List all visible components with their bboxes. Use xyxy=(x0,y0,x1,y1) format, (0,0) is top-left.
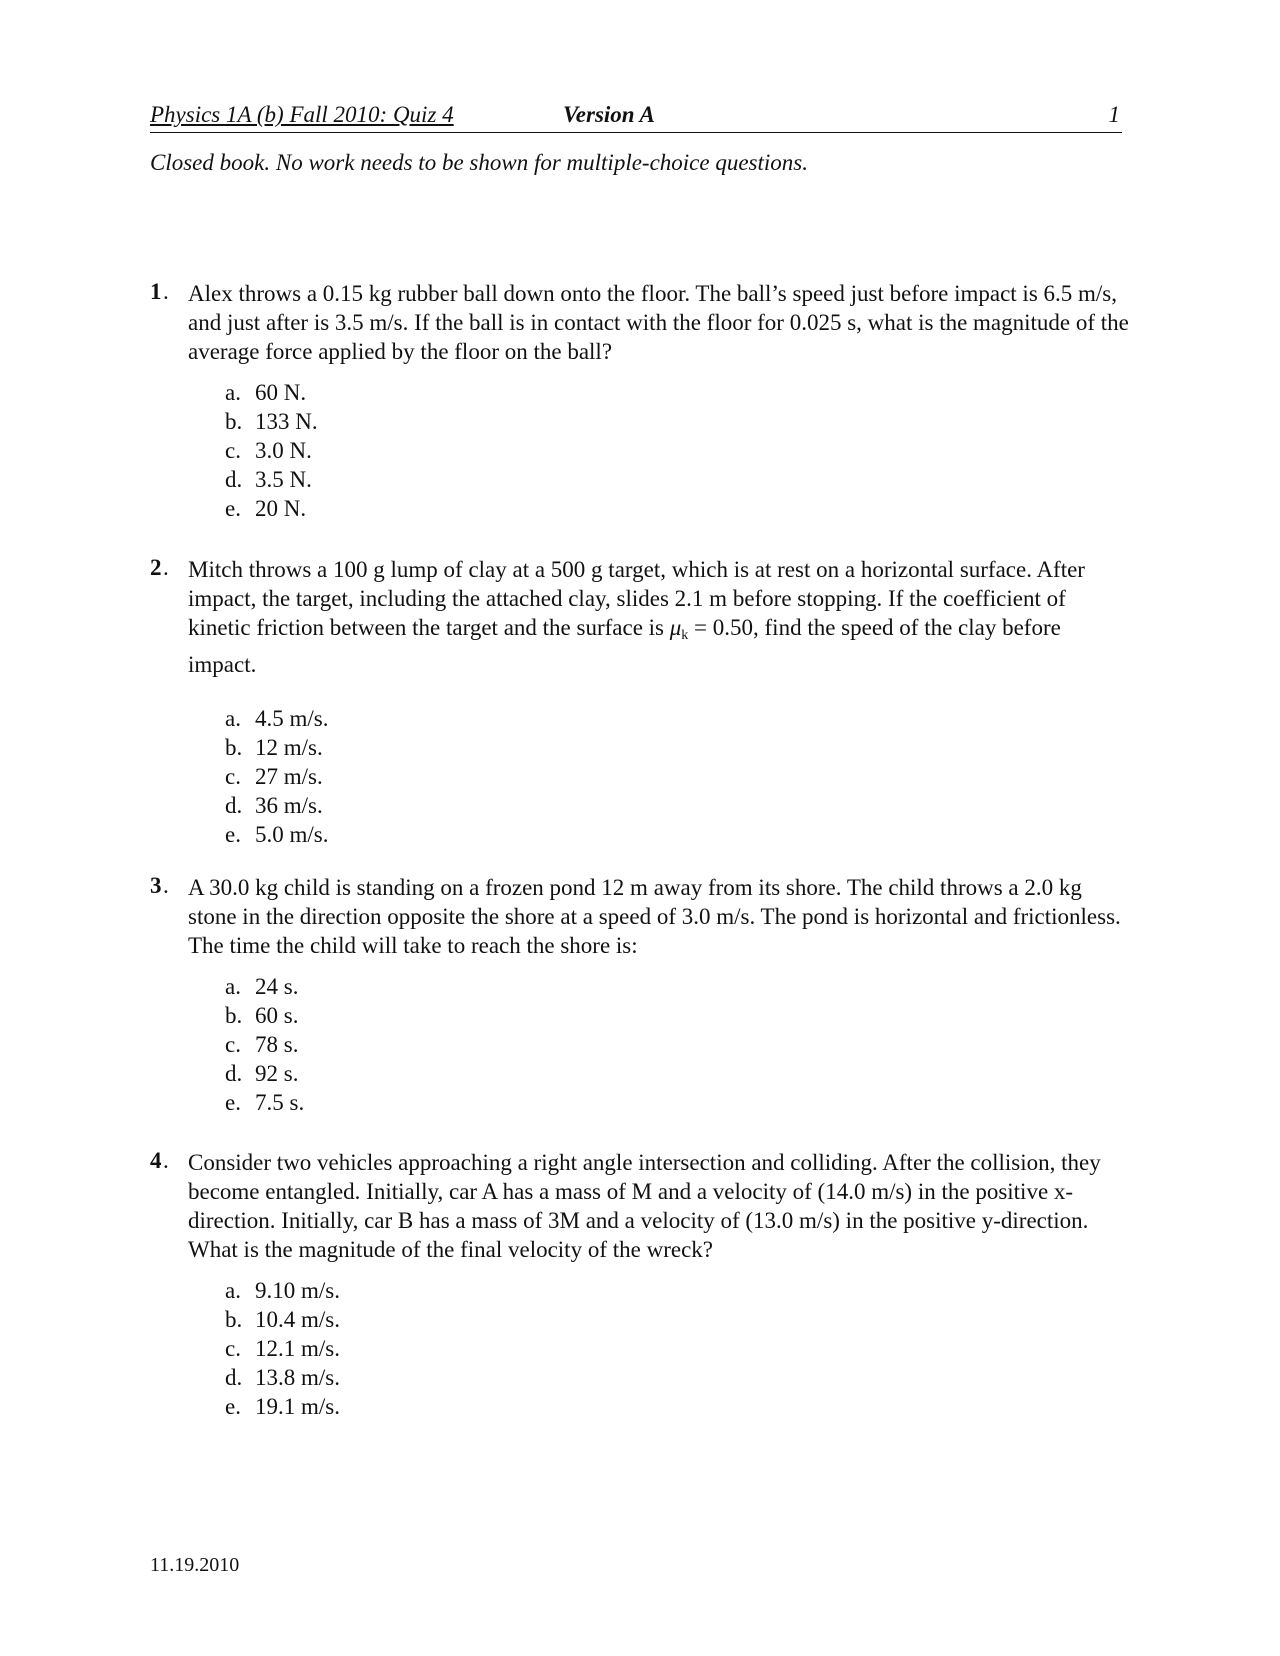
question-text-part: = 0.50, find the speed of the clay before impact. xyxy=(188,615,1061,677)
option-text: 60 s. xyxy=(255,1003,299,1028)
option-letter: b. xyxy=(225,1307,243,1332)
answer-option-a[interactable] xyxy=(225,378,1130,407)
question-number: 2 xyxy=(150,555,162,580)
option-text: 12.1 m/s. xyxy=(255,1336,340,1361)
answer-option-e[interactable] xyxy=(225,1088,1130,1117)
question-number-dot: . xyxy=(163,873,169,898)
question-text xyxy=(188,555,1130,679)
option-letter: a. xyxy=(225,974,241,999)
question-number-dot: . xyxy=(163,555,169,580)
question-number: 1 xyxy=(150,279,162,304)
question-4 xyxy=(150,1148,1130,1444)
instructions: Closed book. No work needs to be shown for multiple-choice questions. xyxy=(150,150,808,175)
option-letter: e. xyxy=(225,822,241,847)
question-2 xyxy=(150,555,1130,872)
option-text: 78 s. xyxy=(255,1032,299,1057)
option-text: 3.0 N. xyxy=(255,438,312,463)
question-number: 3 xyxy=(150,873,162,898)
option-text: 36 m/s. xyxy=(255,793,323,818)
answer-option-c[interactable] xyxy=(225,436,1130,465)
question-text: Alex throws a 0.15 kg rubber ball down onto the floor. The ball’s speed just before impact is 6.5 m/s, and just after is 3.5 m/s. If the ball is in contact with the floor for 0.025 s, what is the magnitude of the average force applied by the floor on the ball? xyxy=(188,281,1129,364)
option-text: 10.4 m/s. xyxy=(255,1307,340,1332)
option-letter: b. xyxy=(225,409,243,434)
answer-option-e[interactable] xyxy=(225,1392,1130,1421)
option-letter: c. xyxy=(225,438,241,463)
option-letter: b. xyxy=(225,735,243,760)
answer-option-a[interactable] xyxy=(225,972,1130,1001)
option-letter: d. xyxy=(225,467,243,492)
answer-options xyxy=(225,972,1130,1117)
option-text: 5.0 m/s. xyxy=(255,822,329,847)
answer-option-e[interactable] xyxy=(225,494,1130,523)
option-letter: c. xyxy=(225,1032,241,1057)
option-letter: d. xyxy=(225,1365,243,1390)
answer-option-b[interactable] xyxy=(225,1305,1130,1334)
answer-option-e[interactable] xyxy=(225,820,1130,849)
option-letter: a. xyxy=(225,1278,241,1303)
option-text: 92 s. xyxy=(255,1061,299,1086)
mu-symbol: μ xyxy=(669,615,682,640)
answer-option-d[interactable] xyxy=(225,1363,1130,1392)
option-text: 24 s. xyxy=(255,974,299,999)
question-number-dot: . xyxy=(163,1148,169,1173)
option-letter: b. xyxy=(225,1003,243,1028)
option-letter: a. xyxy=(225,706,241,731)
question-3 xyxy=(150,873,1130,1140)
option-letter: e. xyxy=(225,496,241,521)
answer-option-c[interactable] xyxy=(225,762,1130,791)
option-letter: c. xyxy=(225,764,241,789)
option-letter: a. xyxy=(225,380,241,405)
answer-option-b[interactable] xyxy=(225,407,1130,436)
question-text-part: Mitch throws a 100 g lump of clay at a 500 g target, which is at rest on a horizontal surface. After impact, the target, including the attached clay, slides 2.1 m before stopping. If the coefficient of kinetic friction between the target and the surface is xyxy=(188,557,1085,640)
answer-options xyxy=(225,704,1130,849)
option-letter: c. xyxy=(225,1336,241,1361)
version-label: Version A xyxy=(563,102,655,127)
answer-option-d[interactable] xyxy=(225,1059,1130,1088)
answer-option-a[interactable] xyxy=(225,1276,1130,1305)
option-text: 9.10 m/s. xyxy=(255,1278,340,1303)
footer-date: 11.19.2010 xyxy=(150,1554,240,1576)
question-1 xyxy=(150,279,1130,546)
page-number: 1 xyxy=(1108,102,1120,127)
option-letter: e. xyxy=(225,1090,241,1115)
option-text: 60 N. xyxy=(255,380,307,405)
answer-option-a[interactable] xyxy=(225,704,1130,733)
question-text: A 30.0 kg child is standing on a frozen pond 12 m away from its shore. The child throws a 2.0 kg stone in the direction opposite the shore at a speed of 3.0 m/s. The pond is horizontal and frictionless. The time the child will take to reach the shore is: xyxy=(188,875,1121,958)
option-text: 19.1 m/s. xyxy=(255,1394,340,1419)
course-title: Physics 1A (b) Fall 2010: Quiz 4 xyxy=(150,102,454,127)
option-text: 4.5 m/s. xyxy=(255,706,329,731)
option-text: 27 m/s. xyxy=(255,764,323,789)
option-text: 3.5 N. xyxy=(255,467,312,492)
question-text: Consider two vehicles approaching a right angle intersection and colliding. After the collision, they become entangled. Initially, car A has a mass of M and a velocity of (14.0 m/s) in the positive x-direction. Initially, car B has a mass of 3M and a velocity of (13.0 m/s) in the positive y-direction. What is the magnitude of the final velocity of the wreck? xyxy=(188,1150,1101,1262)
option-text: 7.5 s. xyxy=(255,1090,305,1115)
question-number: 4 xyxy=(150,1148,162,1173)
option-letter: d. xyxy=(225,793,243,818)
option-letter: e. xyxy=(225,1394,241,1419)
page-header xyxy=(150,102,1122,133)
answer-option-c[interactable] xyxy=(225,1334,1130,1363)
option-text: 12 m/s. xyxy=(255,735,323,760)
answer-option-b[interactable] xyxy=(225,1001,1130,1030)
option-text: 13.8 m/s. xyxy=(255,1365,340,1390)
option-text: 20 N. xyxy=(255,496,307,521)
answer-option-d[interactable] xyxy=(225,465,1130,494)
mu-subscript: k xyxy=(681,628,689,643)
answer-options xyxy=(225,378,1130,523)
answer-option-c[interactable] xyxy=(225,1030,1130,1059)
answer-options xyxy=(225,1276,1130,1421)
question-number-dot: . xyxy=(163,279,169,304)
option-letter: d. xyxy=(225,1061,243,1086)
answer-option-d[interactable] xyxy=(225,791,1130,820)
option-text: 133 N. xyxy=(255,409,318,434)
answer-option-b[interactable] xyxy=(225,733,1130,762)
